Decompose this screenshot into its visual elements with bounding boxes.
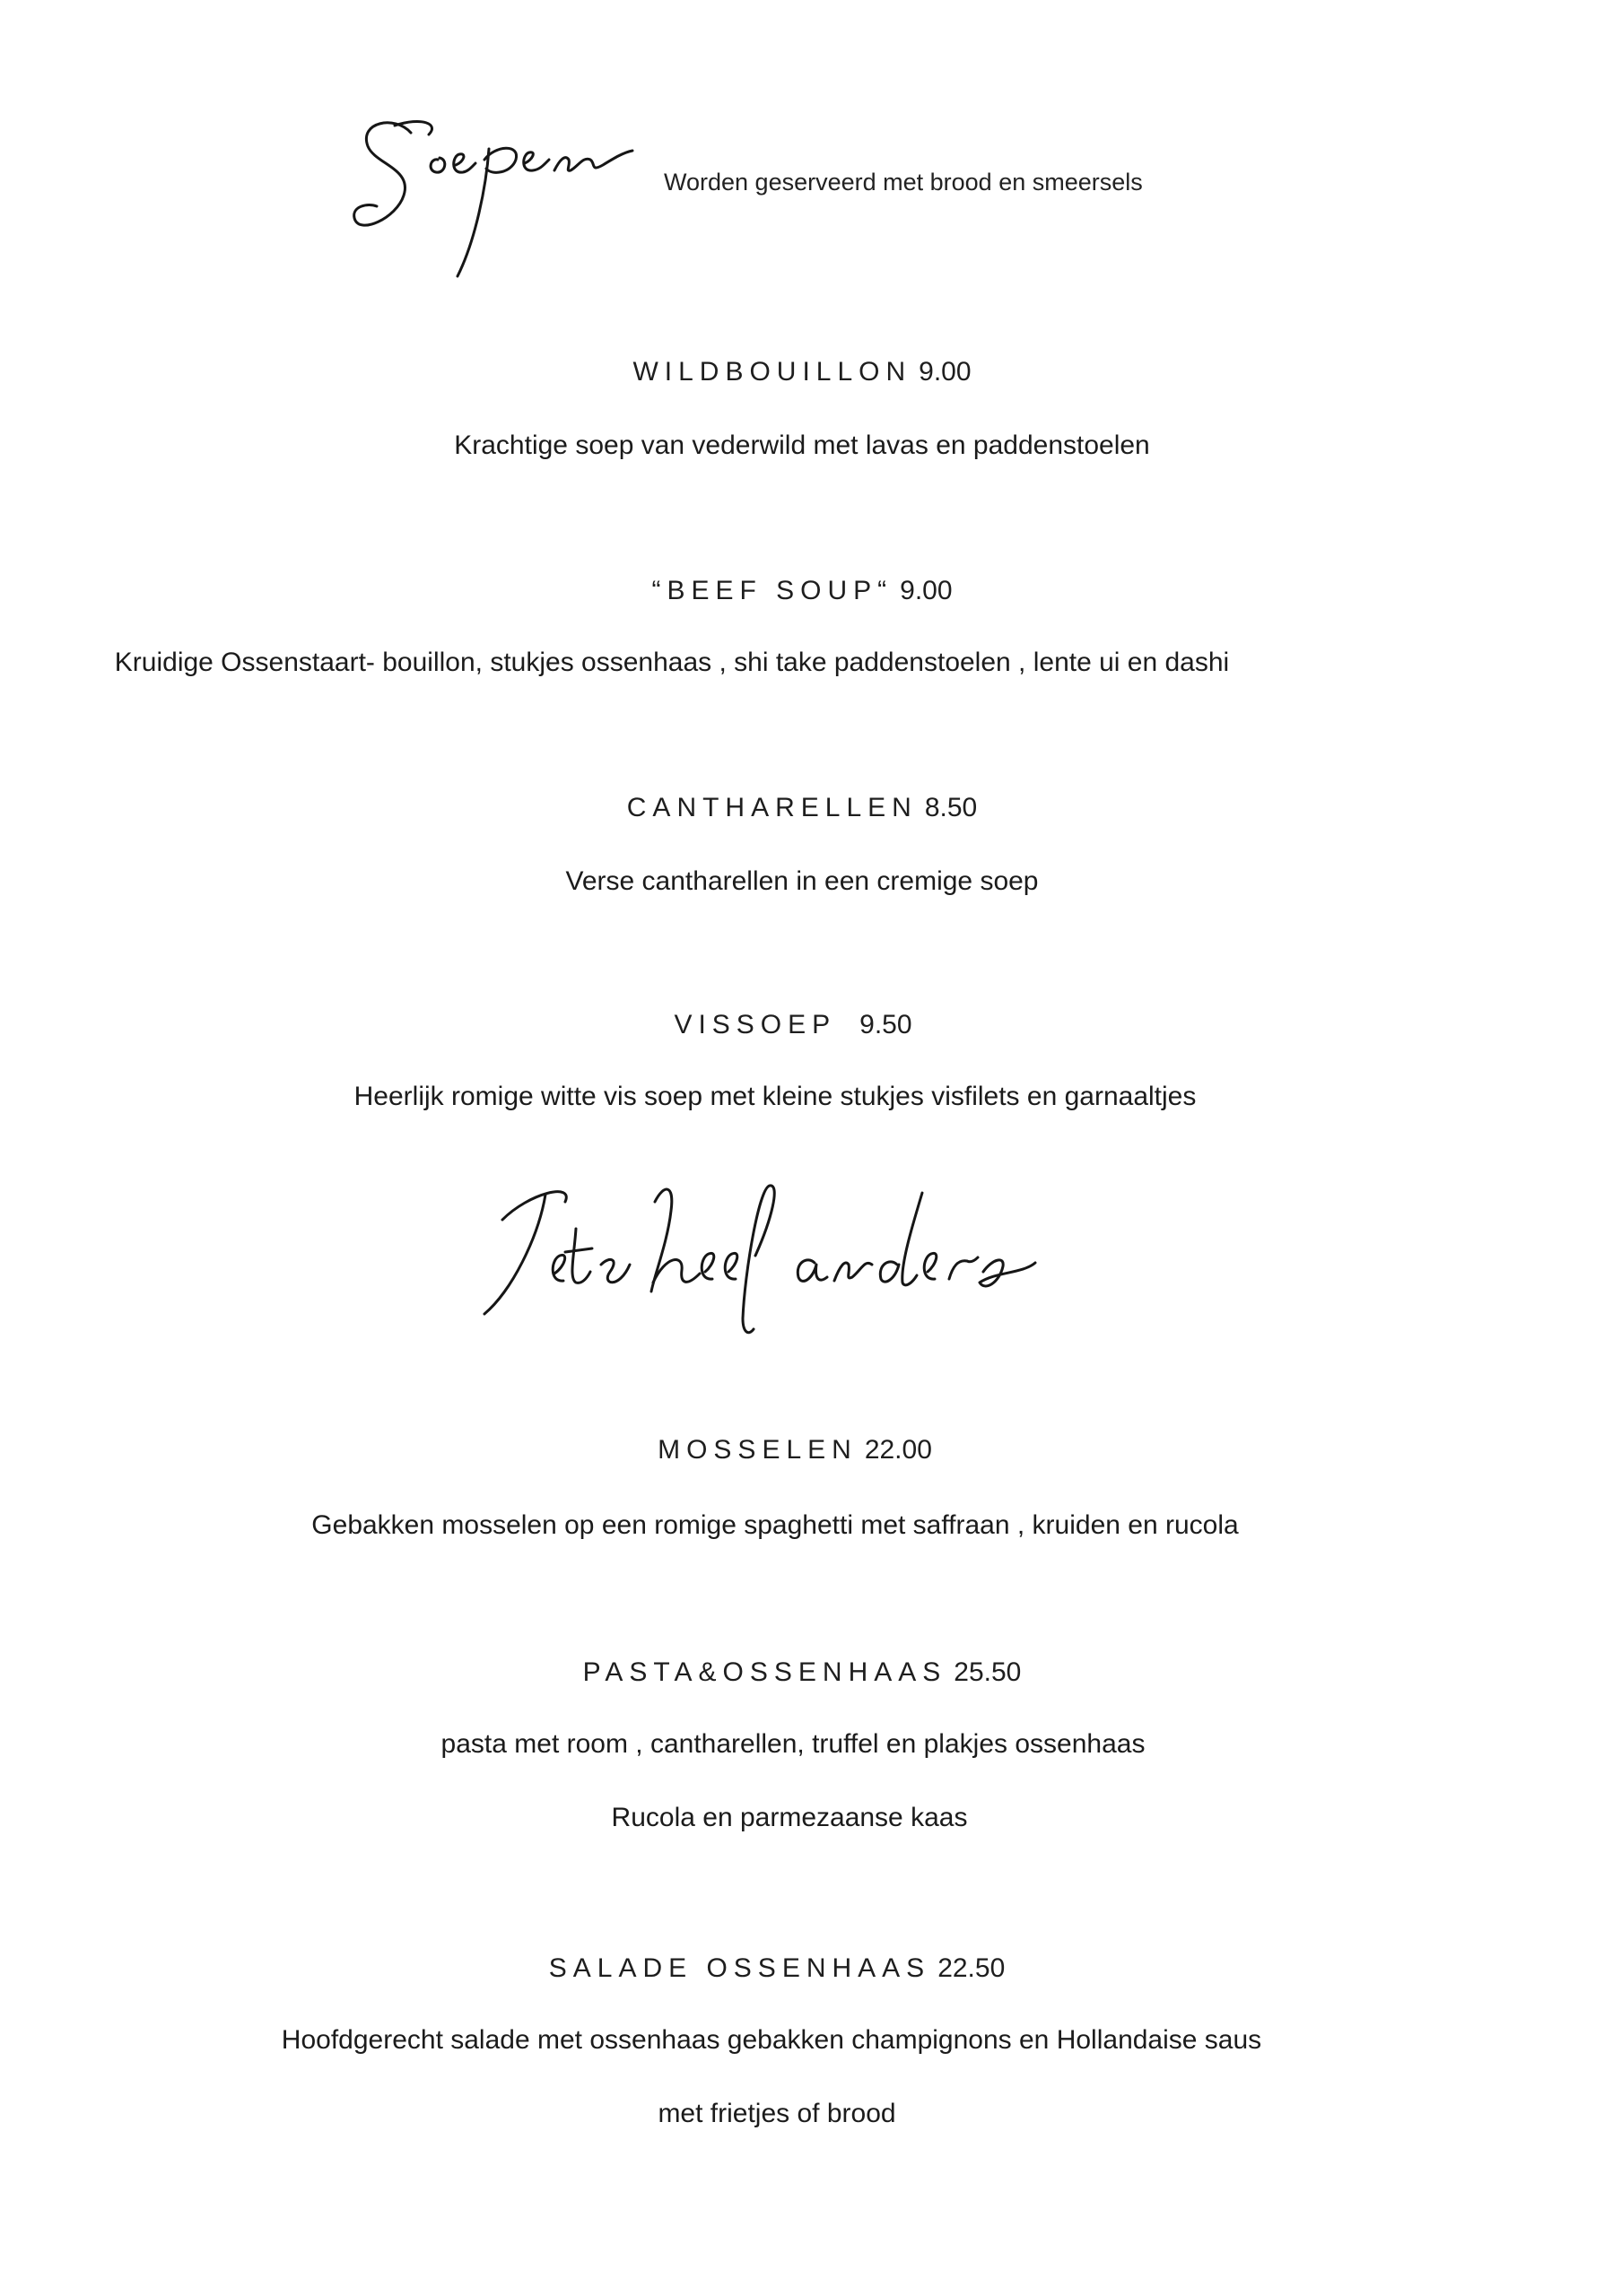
- menu-item-title: [0, 357, 1604, 387]
- menu-item-title: [0, 1010, 1595, 1040]
- menu-item-title: [0, 1657, 1604, 1688]
- item-name: MOSSELEN: [658, 1435, 858, 1465]
- item-price: 9.00: [919, 357, 972, 387]
- menu-item-title: [0, 576, 1604, 606]
- item-name: WILDBOUILLON: [632, 357, 912, 387]
- soups-heading: [341, 106, 646, 285]
- item-name: CANTHARELLEN: [626, 793, 918, 822]
- item-price: 25.50: [954, 1657, 1022, 1687]
- item-name: PASTA&OSSENHAAS: [582, 1657, 947, 1687]
- menu-item-description: met frietjes of brood: [658, 2099, 896, 2128]
- menu-item-description: Kruidige Ossenstaart- bouillon, stukjes ossenhaas , shi take paddenstoelen , lente ui en dashi: [114, 648, 1230, 677]
- item-price: 9.00: [900, 576, 953, 605]
- menu-item-description: Hoofdgerecht salade met ossenhaas gebakken champignons en Hollandaise saus: [281, 2025, 1262, 2055]
- menu-item-description: Rucola en parmezaanse kaas: [611, 1803, 968, 1832]
- item-price: 8.50: [924, 793, 978, 822]
- menu-item-title: [0, 793, 1604, 823]
- menu-item-description: Gebakken mosselen op een romige spaghetti met saffraan , kruiden en rucola: [311, 1510, 1239, 1540]
- soups-subtitle: Worden geserveerd met brood en smeersels: [664, 169, 1143, 196]
- menu-item-description: pasta met room , cantharellen, truffel en plakjes ossenhaas: [440, 1729, 1146, 1759]
- specials-heading-script: [475, 1166, 1085, 1345]
- menu-item-description: Heerlijk romige witte vis soep met kleine stukjes visfilets en garnaaltjes: [353, 1082, 1197, 1111]
- specials-heading: [475, 1166, 1085, 1345]
- menu-item-description: Krachtige soep van vederwild met lavas en paddenstoelen: [454, 430, 1150, 460]
- item-price: 9.50: [859, 1010, 912, 1039]
- item-name: VISSOEP: [674, 1010, 837, 1039]
- item-name: SALADE OSSENHAAS: [548, 1953, 931, 1983]
- item-name: “BEEF SOUP“: [651, 576, 894, 605]
- menu-item-description: Verse cantharellen in een cremige soep: [565, 866, 1039, 896]
- menu-item-title: [0, 1435, 1597, 1465]
- item-price: 22.00: [864, 1435, 932, 1465]
- soups-heading-script: [341, 106, 646, 285]
- item-price: 22.50: [937, 1953, 1006, 1983]
- menu-item-title: [0, 1953, 1579, 1984]
